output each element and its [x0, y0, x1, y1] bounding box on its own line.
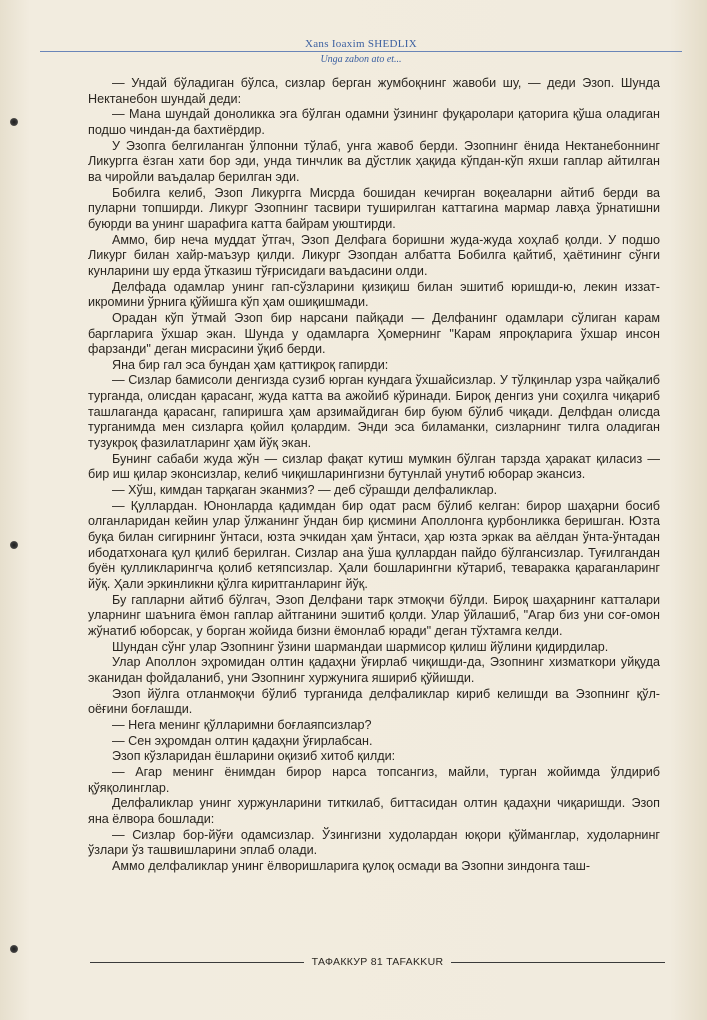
- paragraph: — Қуллардан. Юнонларда қадимдан бир одат расм бўлиб келган: бирор шаҳарни босиб олганларидан кейин улар ўлжанинг ўндан бир қисмини Аполлонга қурбонликка беришган. Юзта буқа билан сигирнинг ўнтаси, юзта эчкидан ҳам ўнтаси, ҳар юзта эркак ва аёлдан ўнта-ўнтадан ибодатхонага қул қилиб берилган. Сизлар ана ўша қуллардан пайдо бўлгансизлар. Туғилгандан буён қулликларингча қолиб кетяпсизлар. Ҳали бошларингни кўтариб, теваракка қараганларинг йўқ. Ҳали эркинликни қўлга киритганларинг йўқ.: [88, 498, 660, 591]
- paragraph: Делфада одамлар унинг гап-сўзларини қизиқиш билан эшитиб юришди-ю, лекин иззат-икромини ўрнига қўйишга кўп ҳам ошиқишмади.: [88, 279, 660, 310]
- footer-label: ТАФАККУР 81 TAFAKKUR: [311, 956, 444, 968]
- binding-hole-bottom: [10, 945, 18, 953]
- paragraph: — Сизлар бамисоли денгизда сузиб юрган кундага ўхшайсизлар. У тўлқинлар узра чайқалиб турганда, олисдан қарасанг, жуда катта ва ажойиб кўринади. Бироқ денгиз уни соҳилга чиқариб ташлаганда қарасанг, гапиришга ҳам арзимайдиган бир буюм бўлиб чиқади. Делфдан олисда турганимда мен сизларга қойил қолардим. Энди эса биламанки, сизларнинг тилга оладиган тузукроқ фазилатларинг ҳам йўқ экан.: [88, 373, 660, 451]
- paragraph: Яна бир гал эса бундан ҳам қаттиқроқ гапирди:: [112, 357, 389, 372]
- article-body: [88, 76, 660, 874]
- paragraph: — Ундай бўладиган бўлса, сизлар берган жумбоқнинг жавоби шу, — деди Эзоп. Шунда Нектанебон шундай деди:: [88, 76, 660, 106]
- paragraph: Улар Аполлон эҳромидан олтин қадаҳни ўғирлаб чиқишди-да, Эзопнинг хизматкори уйқуда эканидан фойдаланиб, уни Эзопнинг хуржунига яшириб қўйишди.: [88, 655, 660, 685]
- paragraph: — Сен эҳромдан олтин қадаҳни ўғирлабсан.: [112, 733, 373, 748]
- paragraph: У Эзопга белгиланган ўлпонни тўлаб, унга жавоб берди. Эзопнинг ёнида Нектанебоннинг Ликургга ёзган хати бор эди, унда тинчлик ва дўстлик ҳақида кўпдан-кўп яхши гаплар айтилган ва чиройли ваъдалар берилган эди.: [88, 138, 660, 184]
- header-author: Xans Ioaxim SHEDLIX: [304, 38, 417, 50]
- paragraph: Аммо, бир неча муддат ўтгач, Эзоп Делфага боришни жуда-жуда хоҳлаб қолди. У подшо Ликург билан хайр-маъзур қилди. Ликург Эзопдан албатта Бобилга қайтиб, ҳаётининг сўнги кунларини шу ерда ўтказиш тўғрисидаги ваъдасини олди.: [88, 232, 660, 278]
- paragraph: Эзоп кўзларидан ёшларини оқизиб хитоб қилди:: [112, 749, 396, 764]
- paragraph: — Агар менинг ёнимдан бирор нарса топсангиз, майли, турган жойимда ўлдириб қўяқолинглар.: [88, 764, 660, 795]
- footer-rule-left: [90, 962, 304, 963]
- paragraph: Орадан кўп ўтмай Эзоп бир нарсани пайқади — Делфанинг одамлари сўлиган карам баргларига ўхшар экан. Шунда у одамларга Ҳомернинг "Карам япроқларига ўхшар инсон фарзанди" деган мисрасини ўқиб берди.: [88, 310, 660, 357]
- paragraph: — Хўш, кимдан тарқаган эканмиз? — деб сўрашди делфаликлар.: [112, 483, 498, 498]
- paragraph: — Мана шундай доноликка эга бўлган одамни ўзининг фуқаролари қаторига қўша оладиган подшо чиндан-да бахтиёрдир.: [88, 107, 660, 137]
- binding-hole-top: [10, 118, 18, 126]
- binding-hole-middle: [10, 541, 18, 549]
- paragraph: Аммо делфаликлар унинг ёлворишларига қулоқ осмади ва Эзопни зиндонга таш-: [112, 858, 591, 873]
- paragraph: Бобилга келиб, Эзоп Ликургга Мисрда бошидан кечирган воқеаларни айтиб берди ва пуларни топширди. Ликург Эзопнинг тасвири туширилган каттагина мармар лавҳа ўрнатишни буюрди ва унинг шарафига катта байрам уюштирди.: [88, 185, 660, 231]
- paragraph: Бунинг сабаби жуда жўн — сизлар фақат кутиш мумкин бўлган тарзда ҳаракат қиласиз — бир иш қилар эконсизлар, келиб чиқишларингизни бутунлай унутиб юборар экансиз.: [88, 451, 660, 482]
- paragraph: — Нега менинг қўлларимни боғлаяпсизлар?: [112, 717, 372, 732]
- running-header: [40, 38, 682, 65]
- paragraph: Шундан сўнг улар Эзопнинг ўзини шармандаи шармисор қилиш йўлини қидирдилар.: [112, 639, 609, 654]
- header-subtitle: Unga zabon ato et...: [320, 54, 402, 65]
- paragraph: Бу гапларни айтиб бўлгач, Эзоп Делфани тарк этмоқчи бўлди. Бироқ шаҳарнинг катталари уларнинг шаънига ёмон гаплар айтганини эшитиб қолди. Улар ўйлашиб, "Агар биз уни соғ-омон жўнатиб юборсак, у борган жойида бизни ёмонлаб юради" деган тўхтамга келди.: [88, 592, 660, 638]
- header-rule: [40, 51, 682, 52]
- paragraph: — Сизлар бор-йўғи одамсизлар. Ўзингизни худолардан юқори қўйманглар, худоларнинг ўзлари ўз ташвишларини эплаб олади.: [88, 827, 660, 858]
- page-footer: [90, 955, 665, 969]
- paragraph: Эзоп йўлга отланмоқчи бўлиб турганида делфаликлар кириб келишди ва Эзопнинг қўл-оёғини боғлашди.: [88, 686, 660, 717]
- paragraph: Делфаликлар унинг хуржунларини титкилаб, биттасидан олтин қадаҳни чиқаришди. Эзоп яна ёлвора бошлади:: [88, 796, 660, 826]
- footer-rule-right: [451, 962, 665, 963]
